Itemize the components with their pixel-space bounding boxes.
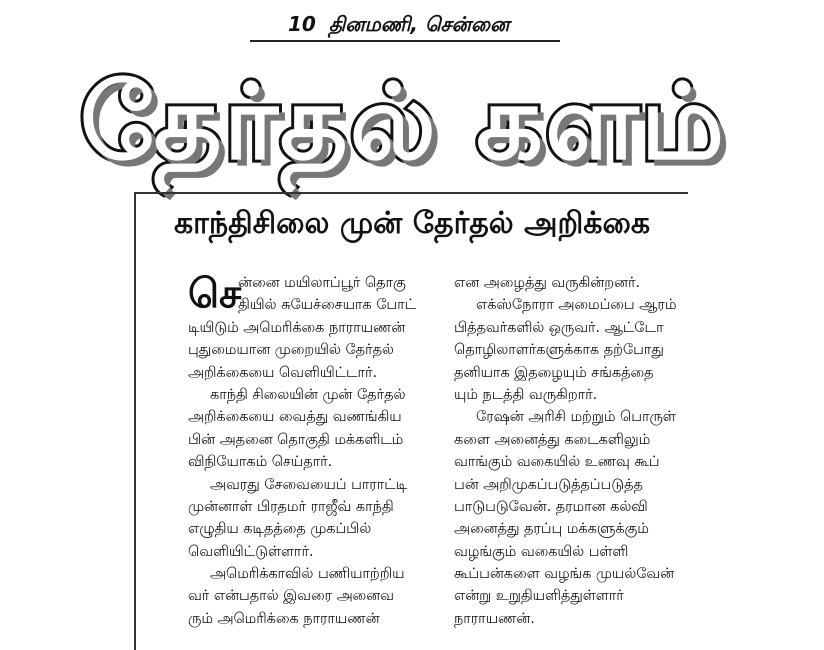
text-line: வழங்கும் வகையில் பள்ளி — [454, 543, 629, 560]
text-line: நாராயணன். — [454, 610, 535, 627]
text-line: பித்தவர்களில் ஒருவர். ஆட்டோ — [454, 319, 664, 336]
text-line: என்று உறுதியளித்துள்ளார் — [454, 588, 624, 605]
article-column-left — [188, 272, 454, 630]
text-line: பின் அதனை தொகுதி மக்களிடம் — [188, 431, 404, 448]
text-line: வாங்கும் வகையில் உணவு கூப் — [454, 454, 660, 471]
article-column-right — [454, 272, 694, 630]
masthead — [250, 6, 560, 42]
text-line: அனைத்து தரப்பு மக்களுக்கும் — [454, 521, 649, 538]
text-line: டியிடும் அமெரிக்கை நாராயணன் — [188, 319, 406, 336]
text-line: தனியாக இதழையும் சங்கத்தை — [454, 364, 654, 381]
newspaper-name: தினமணி, சென்னை — [328, 12, 510, 36]
text-line: அறிக்கையை வைத்து வணங்கிய — [188, 409, 402, 426]
text-line: காந்தி சிலையின் முன் தேர்தல் — [210, 386, 406, 403]
text-line: என அழைத்து வருகின்றனர். — [454, 275, 641, 291]
text-line: தியில் சுயேச்சையாக போட் — [238, 297, 417, 314]
text-line: பன் அறிமுகப்படுத்தப்படுத்த — [454, 476, 643, 493]
article — [134, 192, 688, 650]
text-line: விநியோகம் செய்தார். — [188, 454, 333, 471]
text-line: கூப்பன்களை வழங்க முயல்வேன் — [454, 566, 675, 583]
text-line: வர் என்பதால் இவரை அனைவ — [188, 588, 394, 605]
article-title: காந்திசிலை முன் தேர்தல் அறிக்கை — [173, 206, 651, 241]
text-line: ரும் அமெரிக்கை நாராயணன் — [188, 610, 380, 627]
text-line: எக்ஸ்நோரா அமைப்பை ஆரம் — [476, 297, 677, 314]
text-line: எழுதிய கடிதத்தை முகப்பில் — [188, 521, 372, 538]
text-line: யும் நடத்தி வருகிறார். — [454, 386, 598, 403]
text-line: அமெரிக்காவில் பணியாற்றிய — [210, 566, 405, 583]
text-line: ன்னை மயிலாப்பூர் தொகு — [238, 275, 406, 291]
text-line: அவரது சேவையைப் பாராட்டி — [210, 476, 408, 493]
section-headline: தேர்தல் களம் — [80, 61, 727, 183]
text-line: பாடுபடுவேன். தரமான கல்வி — [454, 498, 648, 515]
page-number: 10 — [288, 12, 316, 36]
text-line: புதுமையான முறையில் தேர்தல் — [188, 342, 394, 359]
text-line: வெளியிட்டுள்ளார். — [188, 543, 314, 560]
drop-cap: செ — [188, 271, 242, 317]
text-line: அறிக்கையை வெளியிட்டார். — [188, 364, 378, 381]
text-line: முன்னாள் பிரதமர் ராஜீவ் காந்தி — [188, 498, 394, 515]
text-line: ரேஷன் அரிசி மற்றும் பொருள் — [476, 409, 676, 426]
text-line: களை அனைத்து கடைகளிலும் — [454, 431, 651, 448]
text-line: தொழிலாளர்களுக்காக தற்போது — [454, 342, 664, 359]
